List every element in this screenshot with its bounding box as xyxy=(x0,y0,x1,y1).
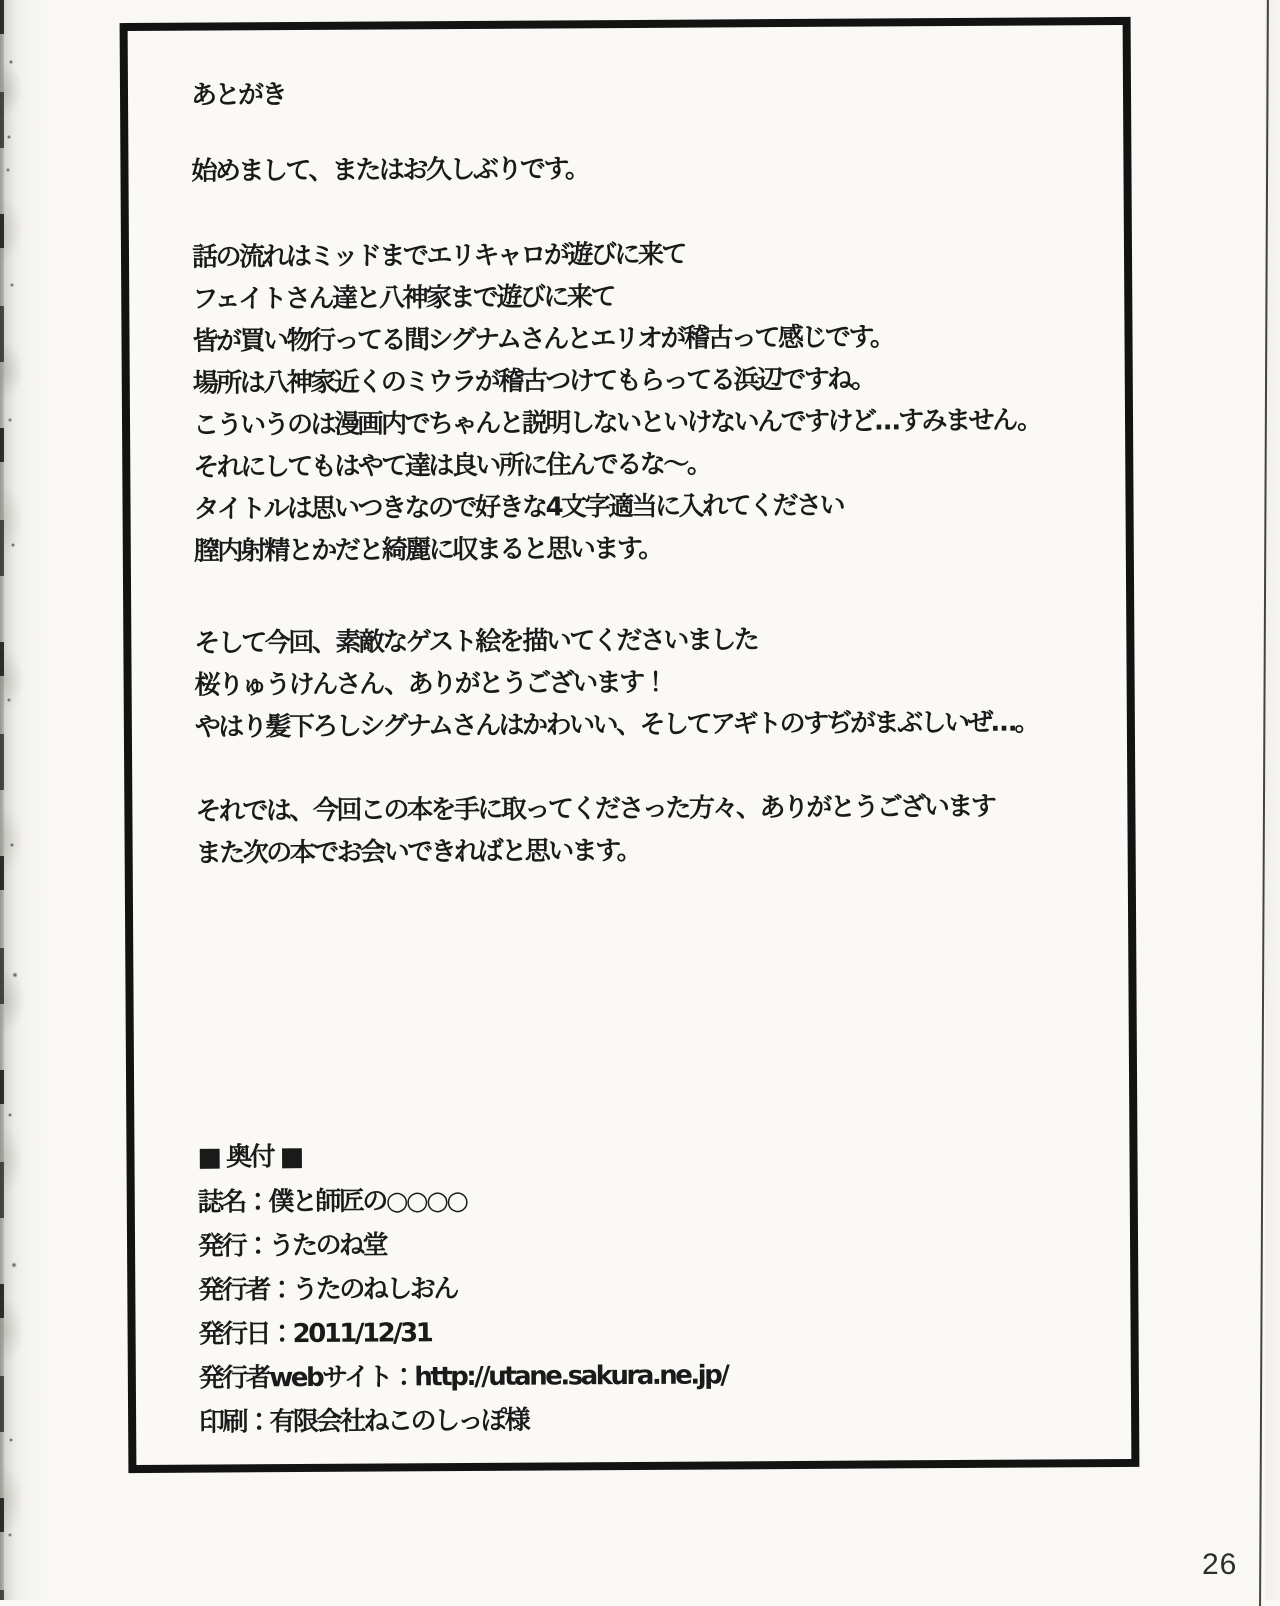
text-line: タイトルは思いつきなので好きな4文字適当に入れてください xyxy=(193,490,844,525)
text-line: 桜りゅうけんさん、ありがとうございます！ xyxy=(194,667,667,701)
page-number: 26 xyxy=(1202,1548,1238,1581)
colophon-entry: 誌名：僕と師匠の○○○○ xyxy=(197,1186,467,1218)
afterword-paragraph xyxy=(191,145,1103,193)
text-line: また次の本でお会いできればと思います。 xyxy=(195,835,641,869)
text-line: 皆が買い物行ってる間シグナムさんとエリオが稽古って感じです。 xyxy=(192,322,894,357)
text-line: フェイトさん達と八神家まで遊びに来て xyxy=(192,282,615,315)
afterword-paragraph xyxy=(194,617,1107,749)
scan-left-edge xyxy=(0,0,4,1600)
text-line: 始めまして、またはお久しぶりです。 xyxy=(191,154,589,187)
text-line: やはり髪下ろしシグナムさんはかわいい、そしてアギトのすぢがまぶしいぜ…。 xyxy=(194,707,1039,743)
afterword-paragraph xyxy=(195,785,1107,875)
colophon-section xyxy=(198,1175,1112,1445)
colophon-entry: 発行者webサイト：http://utane.sakura.ne.jp/ xyxy=(198,1360,728,1394)
colophon-entry: 発行日：2011/12/31 xyxy=(198,1318,432,1350)
afterword-paragraph xyxy=(192,231,1106,573)
colophon-entry: 印刷：有限会社ねこのしっぽ様 xyxy=(199,1405,529,1438)
colophon-entry: 発行：うたのね堂 xyxy=(197,1230,387,1262)
colophon-heading xyxy=(197,1131,1109,1179)
text-line: あとがき xyxy=(190,80,286,111)
text-line: ■ 奥付 ■ xyxy=(197,1142,302,1173)
text-line: 場所は八神家近くのミウラが稽古つけてもらってる浜辺ですね。 xyxy=(192,364,875,399)
text-line: そして今回、素敵なゲスト絵を描いてくださいました xyxy=(194,625,758,659)
text-line: それでは、今回この本を手に取ってくださった方々、ありがとうございます xyxy=(195,791,995,827)
content-frame xyxy=(120,17,1140,1473)
text-line: 話の流れはミッドまでエリキャロが遊びに来て xyxy=(191,239,686,273)
text-line: 膣内射精とかだと綺麗に収まると思います。 xyxy=(193,533,662,567)
text-line: それにしてもはやて達は良い所に住んでるな〜。 xyxy=(193,449,711,483)
text-line: こういうのは漫画内でちゃんと説明しないといけないんですけど…すみません。 xyxy=(192,405,1041,441)
torn-paper-edge xyxy=(0,0,48,1600)
afterword-title xyxy=(191,69,1103,117)
colophon-entry: 発行者：うたのねしおん xyxy=(198,1274,457,1306)
